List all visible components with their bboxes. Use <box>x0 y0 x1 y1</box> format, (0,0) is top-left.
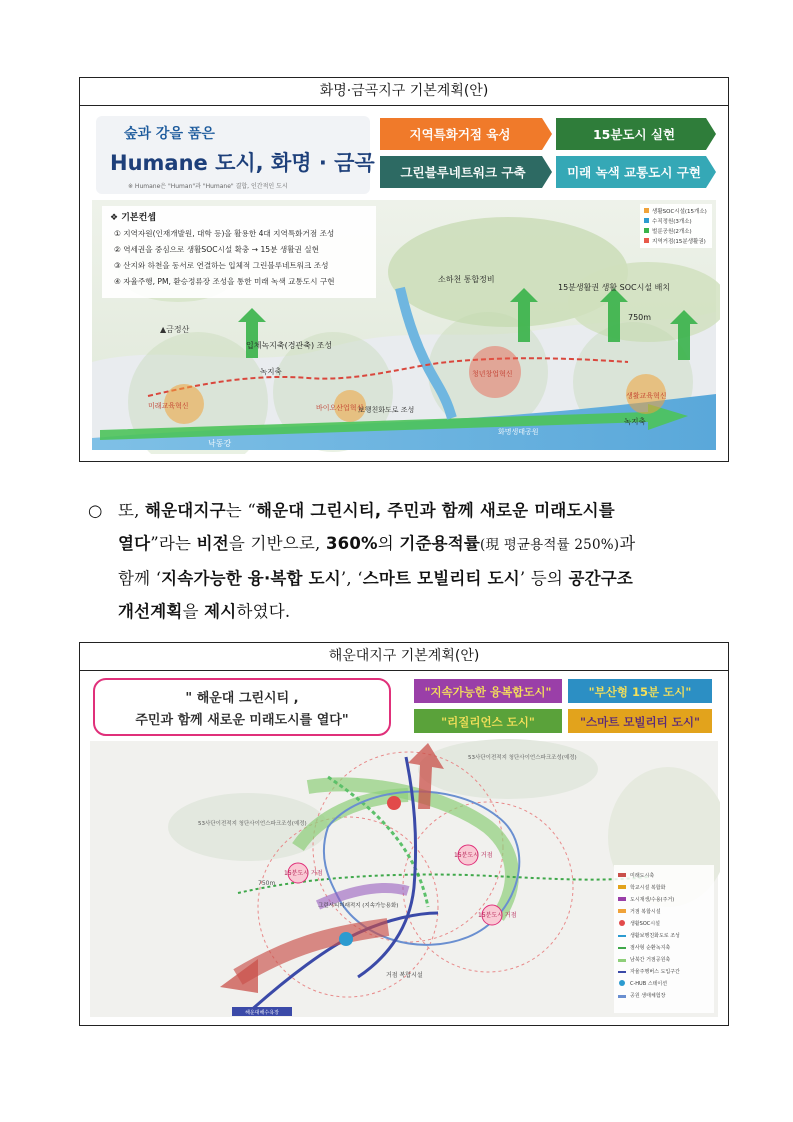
slogan-note: ※ Humane은 "Human"과 "Humane" 결합, 인간적인 도시 <box>128 183 288 190</box>
concept-3: ③ 산지와 하천을 동서로 연결하는 입체적 그린블루네트워크 조성 <box>114 261 329 270</box>
label-hub-4: 청년창업혁신 <box>472 370 513 378</box>
label-green-axis: 입체녹지축(경관축) 조성 <box>246 341 333 350</box>
legend-1: 생활SOC시설(15개소) <box>652 209 707 215</box>
body-paragraph <box>88 494 720 628</box>
slogan-top: 숲과 강을 품은 <box>124 126 215 142</box>
label2-left-park: 53사단이전적지 청단사이언스파크조성(예정) <box>198 821 307 827</box>
tag2-sustainable-label: "지속가능한 융복합도시" <box>424 685 552 699</box>
label2-green-center: 그린시티미래적지 (지속가능용화) <box>318 903 399 909</box>
label-radius: 750m <box>628 313 652 322</box>
concept-4: ④ 자율주행, PM, 환승정류장 조성을 통한 미래 녹색 교통도시 구현 <box>114 277 335 286</box>
svg-text:C-HUB 스테이션: C-HUB 스테이션 <box>630 981 668 987</box>
label-hub-3: 생활교육혁신 <box>626 392 667 400</box>
figure-2-title: 해운대지구 기본계획(안) <box>80 643 728 671</box>
label-greenaxis-1: 녹지축 <box>260 367 282 376</box>
label-walk: 보행친화도로 조성 <box>358 406 415 414</box>
label-soc15: 15분생활권 생활 SOC시설 배치 <box>558 283 671 292</box>
svg-text:자율주행버스 도입구간: 자율주행버스 도입구간 <box>630 969 680 975</box>
label-hub-1: 미래교육혁신 <box>148 402 189 410</box>
figure-2-box <box>79 642 729 1026</box>
slogan2-line1: " 해운대 그린시티 , <box>185 691 299 706</box>
figure-2-image <box>88 677 720 1019</box>
label-sohachun: 소하천 통합정비 <box>438 275 495 284</box>
bullet-circle: ○ <box>88 501 103 520</box>
concept-1: ① 지역자원(인재개발원, 대학 등)을 활용한 4대 지역특화거점 조성 <box>114 229 335 238</box>
figure-1-box <box>79 77 729 462</box>
label2-hub-c: 15분도시 거점 <box>478 912 517 919</box>
tag2-busan15-label: "부산형 15분 도시" <box>588 685 692 699</box>
tag-green-transport-label: 미래 녹색 교통도시 구현 <box>567 165 701 180</box>
svg-text:도시재생/수용(주거): 도시재생/수용(주거) <box>630 897 675 903</box>
label2-top-park: 53사단이전적지 청단사이언스파크조성(예정) <box>468 755 577 761</box>
svg-text:남북간 거점공원축: 남북간 거점공원축 <box>630 957 671 963</box>
svg-text:미래도시축: 미래도시축 <box>630 873 655 879</box>
slogan2-line2: 주민과 함께 새로운 미래도시를 열다" <box>135 713 349 728</box>
para-line-4: 개선계획을 제시하였다. <box>118 602 291 621</box>
figure-1-image <box>88 112 720 454</box>
svg-text:공원 생태체험장: 공원 생태체험장 <box>630 993 666 999</box>
label-greenaxis-2: 녹지축 <box>624 417 646 426</box>
tag-green-blue-label: 그린블루네트워크 구축 <box>400 165 526 180</box>
para-line-2: 열다”라는 비전을 기반으로, 360%의 기준용적률(現 평균용적률 250%)과 <box>118 534 636 553</box>
label2-hub-b: 15분도시 거점 <box>454 852 493 859</box>
label-hub-2: 바이오산업혁신 <box>316 404 364 412</box>
concept-2: ② 역세권을 중심으로 생활SOC시설 확충 → 15분 생활권 실현 <box>114 245 319 254</box>
slogan-main: Humane 도시, 화명 · 금곡 <box>110 151 375 175</box>
svg-text:거점 복합시설: 거점 복합시설 <box>630 909 661 915</box>
para-line-3: 함께 ‘지속가능한 융·복합 도시’, ‘스마트 모빌리티 도시’ 등의 공간구조 <box>118 569 634 588</box>
legend-4: 지역거점(15분생활권) <box>652 239 706 245</box>
svg-text:학교시설 복합화: 학교시설 복합화 <box>630 885 666 891</box>
tag-15min-city-label: 15분도시 실현 <box>592 127 676 142</box>
para-line-1: 또, 해운대지구는 “해운대 그린시티, 주민과 함께 새로운 미래도시를 <box>118 501 615 520</box>
label-nakdong: 낙동강 <box>208 439 232 448</box>
map2-legend <box>614 865 714 1013</box>
figure-1-title: 화명·금곡지구 기본계획(안) <box>80 78 728 106</box>
legend-2: 수직정원(3개소) <box>652 219 692 225</box>
tag2-mobility-label: "스마트 모빌리티 도시" <box>580 715 700 729</box>
label2-hub-a: 15분도시 거점 <box>284 870 323 877</box>
label-riverside: 화명생태공원 <box>498 428 539 436</box>
legend-3: 벌룬공원(2개소) <box>652 229 692 235</box>
svg-text:생활SOC시설: 생활SOC시설 <box>630 921 660 927</box>
label2-radius: 750m <box>258 880 276 887</box>
label2-road: 해운대해수욕장 <box>245 1010 279 1016</box>
tag2-resilience-label: "리질리언스 도시" <box>441 715 535 729</box>
svg-text:점사형 순환녹지축: 점사형 순환녹지축 <box>630 945 671 951</box>
tag-regional-hub-label: 지역특화거점 육성 <box>409 127 511 142</box>
svg-text:생활보행친화도로 조성: 생활보행친화도로 조성 <box>630 933 680 939</box>
label-kumjeongsan: ▲금정산 <box>160 325 190 334</box>
label2-station: 거점 복합시설 <box>386 972 423 979</box>
concept-title: ❖ 기본컨셉 <box>110 213 156 223</box>
